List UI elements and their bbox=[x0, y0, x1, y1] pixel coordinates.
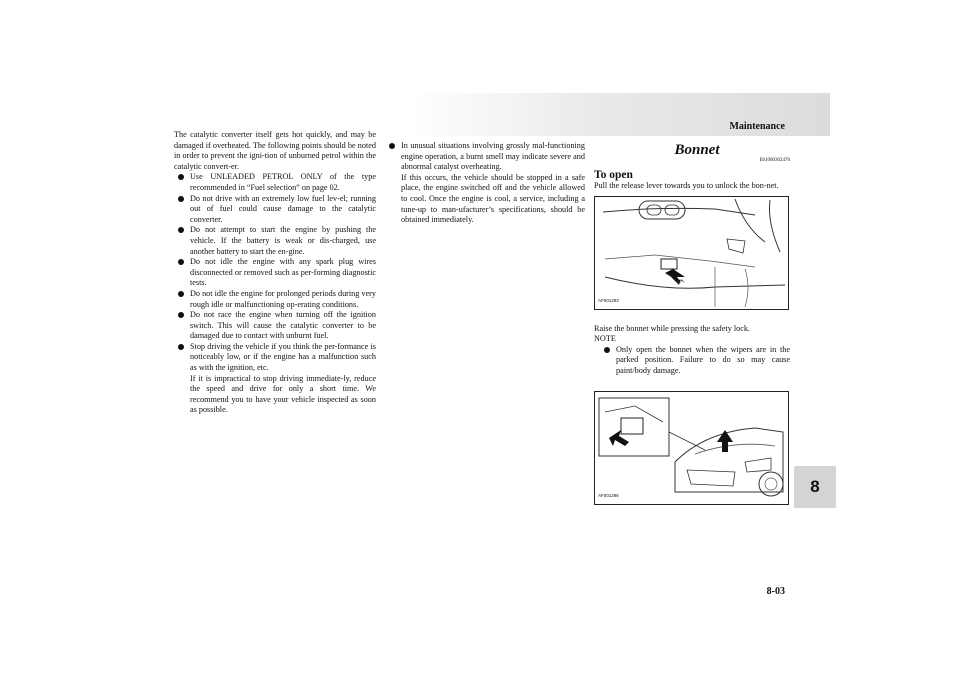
bullet-text: Do not idle the engine for prolonged periods during very rough idle or malfunctioning op-erating conditions. bbox=[190, 288, 376, 309]
note-label: NOTE bbox=[594, 334, 616, 344]
safety-lock-text: Raise the bonnet while pressing the safety lock. bbox=[594, 323, 750, 333]
bullet-text: In unusual situations involving grossly mal-functioning engine operation, a burnt smell may indicate severe and abnormal catalyst overheating. bbox=[401, 141, 585, 172]
release-lever-figure bbox=[594, 196, 789, 310]
bullet-item bbox=[604, 345, 790, 377]
bullet-item bbox=[178, 172, 376, 193]
bonnet-figure bbox=[594, 391, 789, 505]
bullet-text: Do not drive with an extremely low fuel lev-el; running out of fuel could cause damage to the catalytic converter. bbox=[190, 193, 376, 224]
section-title: Maintenance bbox=[729, 121, 785, 132]
left-column bbox=[174, 130, 376, 416]
bullet-icon bbox=[178, 291, 184, 297]
to-open-heading: To open bbox=[594, 169, 633, 181]
bullet-icon bbox=[178, 259, 184, 265]
middle-column bbox=[389, 141, 585, 226]
section-code: E01000302470 bbox=[759, 158, 790, 163]
bullet-item bbox=[178, 289, 376, 310]
bullet-item bbox=[178, 257, 376, 289]
release-lever-text: Pull the release lever towards you to unlock the bon-net. bbox=[594, 181, 779, 190]
figure-code: AF001286 bbox=[598, 492, 619, 498]
bullet-item bbox=[178, 194, 376, 226]
figure-code: AF001283 bbox=[598, 298, 619, 303]
bullet-icon bbox=[178, 312, 184, 318]
bonnet-title: Bonnet bbox=[674, 142, 720, 158]
bullet-text: Do not attempt to start the engine by pushing the vehicle. If the battery is weak or dis-charged, use another battery to start the en-gine. bbox=[190, 225, 376, 256]
page-number: 8-03 bbox=[766, 586, 785, 597]
overheat-bullets bbox=[389, 141, 585, 226]
car-front-illustration bbox=[595, 392, 788, 504]
bullet-icon bbox=[604, 347, 610, 353]
bullet-text: Do not idle the engine with any spark plug wires disconnected or removed such as per-forming diagnostic tests. bbox=[190, 257, 376, 288]
bullet-icon bbox=[178, 227, 184, 233]
bullet-icon bbox=[178, 344, 184, 350]
note-bullets bbox=[594, 345, 790, 377]
intro-paragraph: The catalytic converter itself gets hot quickly, and may be damaged if overheated. The following points should be noted in order to prevent the igni-tion of unburned petrol within the catalytic convert-er. bbox=[174, 130, 376, 171]
bullet-continuation: If this occurs, the vehicle should be stopped in a safe place, the engine switched off and the vehicle allowed to cool. Once the engine is cool, a service, including a tune-up to man-ufacturer’s specifications, should be obtained immediately. bbox=[401, 172, 585, 225]
bullet-text: Use UNLEADED PETROL ONLY of the type recommended in “Fuel selection” on page 02. bbox=[190, 172, 376, 192]
bullet-item bbox=[178, 310, 376, 342]
bullet-icon bbox=[178, 174, 184, 180]
bullet-icon bbox=[178, 196, 184, 202]
bullet-text: Only open the bonnet when the wipers are in the parked position. Failure to do so may cause paint/body damage. bbox=[616, 344, 790, 375]
bullet-icon bbox=[389, 143, 395, 149]
bullet-item bbox=[178, 342, 376, 416]
bullet-text: Stop driving the vehicle if you think the per-formance is noticeably low, or if the engine has a malfunction such as with the ignition, etc. bbox=[190, 341, 376, 373]
catalytic-bullets bbox=[174, 172, 376, 416]
dashboard-illustration bbox=[595, 197, 788, 309]
bullet-text: Do not race the engine when turning off the ignition switch. This will cause the catalytic converter to be damaged due to contact with unburnt fuel. bbox=[190, 310, 376, 341]
bullet-item bbox=[389, 141, 585, 226]
right-column bbox=[594, 141, 790, 505]
bullet-continuation: If it is impractical to stop driving immediate-ly, reduce the speed and drive for only a short time. We recommend you to have your vehicle inspected as soon as possible. bbox=[190, 373, 376, 415]
chapter-tab: 8 bbox=[794, 466, 836, 508]
bullet-item bbox=[178, 225, 376, 257]
